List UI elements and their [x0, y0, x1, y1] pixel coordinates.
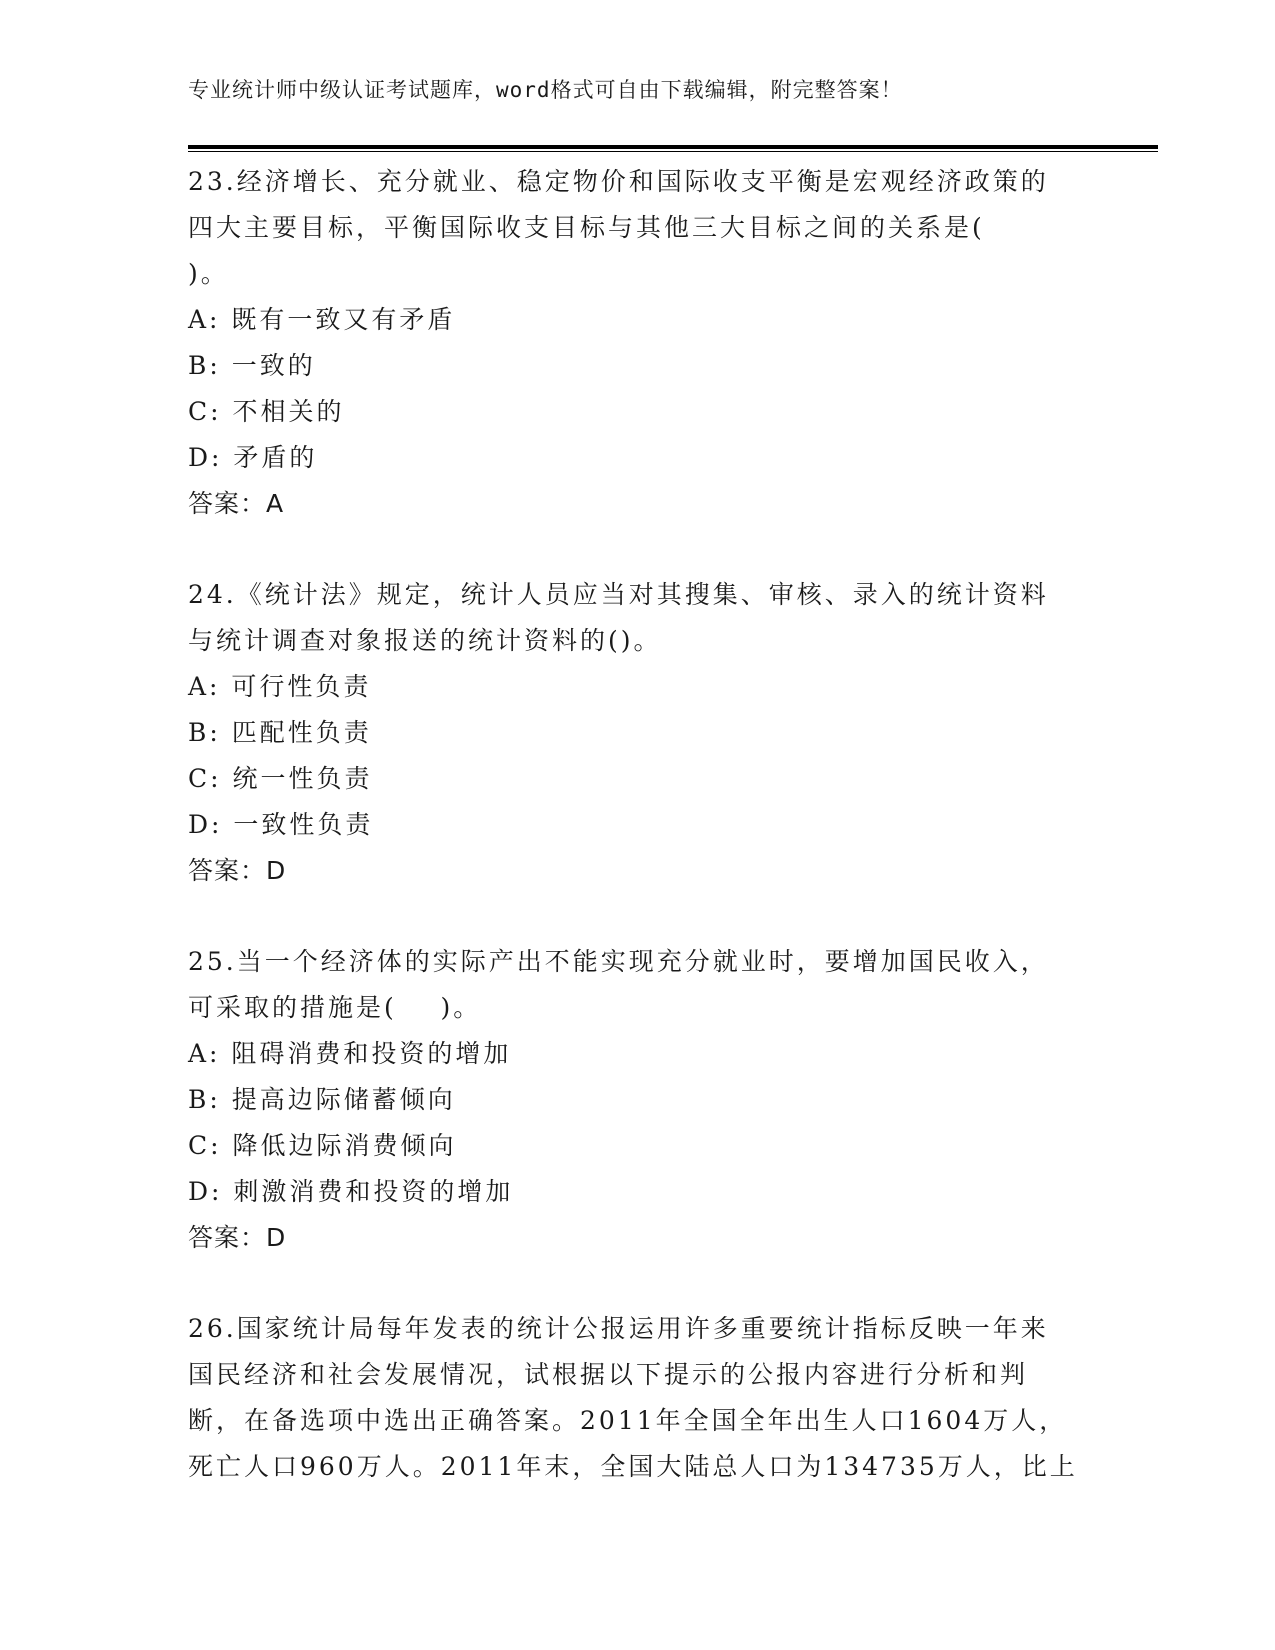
- option-d: D: 一致性负责: [188, 810, 374, 839]
- question-stem-line: 四大主要目标，平衡国际收支目标与其他三大目标之间的关系是(: [188, 213, 985, 242]
- option-c: C: 不相关的: [188, 397, 345, 426]
- question-26: [188, 1306, 1088, 1490]
- question-24: [188, 572, 1088, 894]
- option-d: D: 矛盾的: [188, 443, 318, 472]
- question-stem-line: 可采取的措施是( )。: [188, 993, 482, 1022]
- option-c: C: 降低边际消费倾向: [188, 1131, 457, 1160]
- question-stem-line: 与统计调查对象报送的统计资料的()。: [188, 626, 662, 655]
- option-b: B: 提高边际储蓄倾向: [188, 1085, 456, 1114]
- option-a: A: 既有一致又有矛盾: [188, 305, 456, 334]
- option-d: D: 刺激消费和投资的增加: [188, 1177, 514, 1206]
- question-stem-line: )。: [188, 259, 229, 288]
- question-23: [188, 159, 1088, 527]
- option-b: B: 一致的: [188, 351, 316, 380]
- question-stem-line: 国民经济和社会发展情况，试根据以下提示的公报内容进行分析和判: [188, 1360, 1029, 1389]
- answer: 答案：D: [188, 856, 287, 885]
- question-25: [188, 939, 1088, 1261]
- question-stem-line: 23.经济增长、充分就业、稳定物价和国际收支平衡是宏观经济政策的: [188, 167, 1049, 196]
- question-stem-line: 死亡人口960万人。2011年末，全国大陆总人口为134735万人，比上: [188, 1452, 1078, 1481]
- answer: 答案：D: [188, 1223, 287, 1252]
- header-rule-thin: [188, 151, 1158, 152]
- answer: 答案：A: [188, 489, 285, 518]
- question-stem-line: 26.国家统计局每年发表的统计公报运用许多重要统计指标反映一年来: [188, 1314, 1049, 1343]
- option-c: C: 统一性负责: [188, 764, 373, 793]
- question-stem-line: 25.当一个经济体的实际产出不能实现充分就业时，要增加国民收入，: [188, 947, 1049, 976]
- header-rule-thick: [188, 145, 1158, 149]
- option-a: A: 可行性负责: [188, 672, 372, 701]
- question-stem-line: 断，在备选项中选出正确答案。2011年全国全年出生人口1604万人，: [188, 1406, 1068, 1435]
- option-b: B: 匹配性负责: [188, 718, 372, 747]
- option-a: A: 阻碍消费和投资的增加: [188, 1039, 512, 1068]
- question-list: [188, 159, 1088, 1535]
- page-header: 专业统计师中级认证考试题库，word格式可自由下载编辑，附完整答案！: [188, 78, 903, 102]
- question-stem-line: 24.《统计法》规定，统计人员应当对其搜集、审核、录入的统计资料: [188, 580, 1049, 609]
